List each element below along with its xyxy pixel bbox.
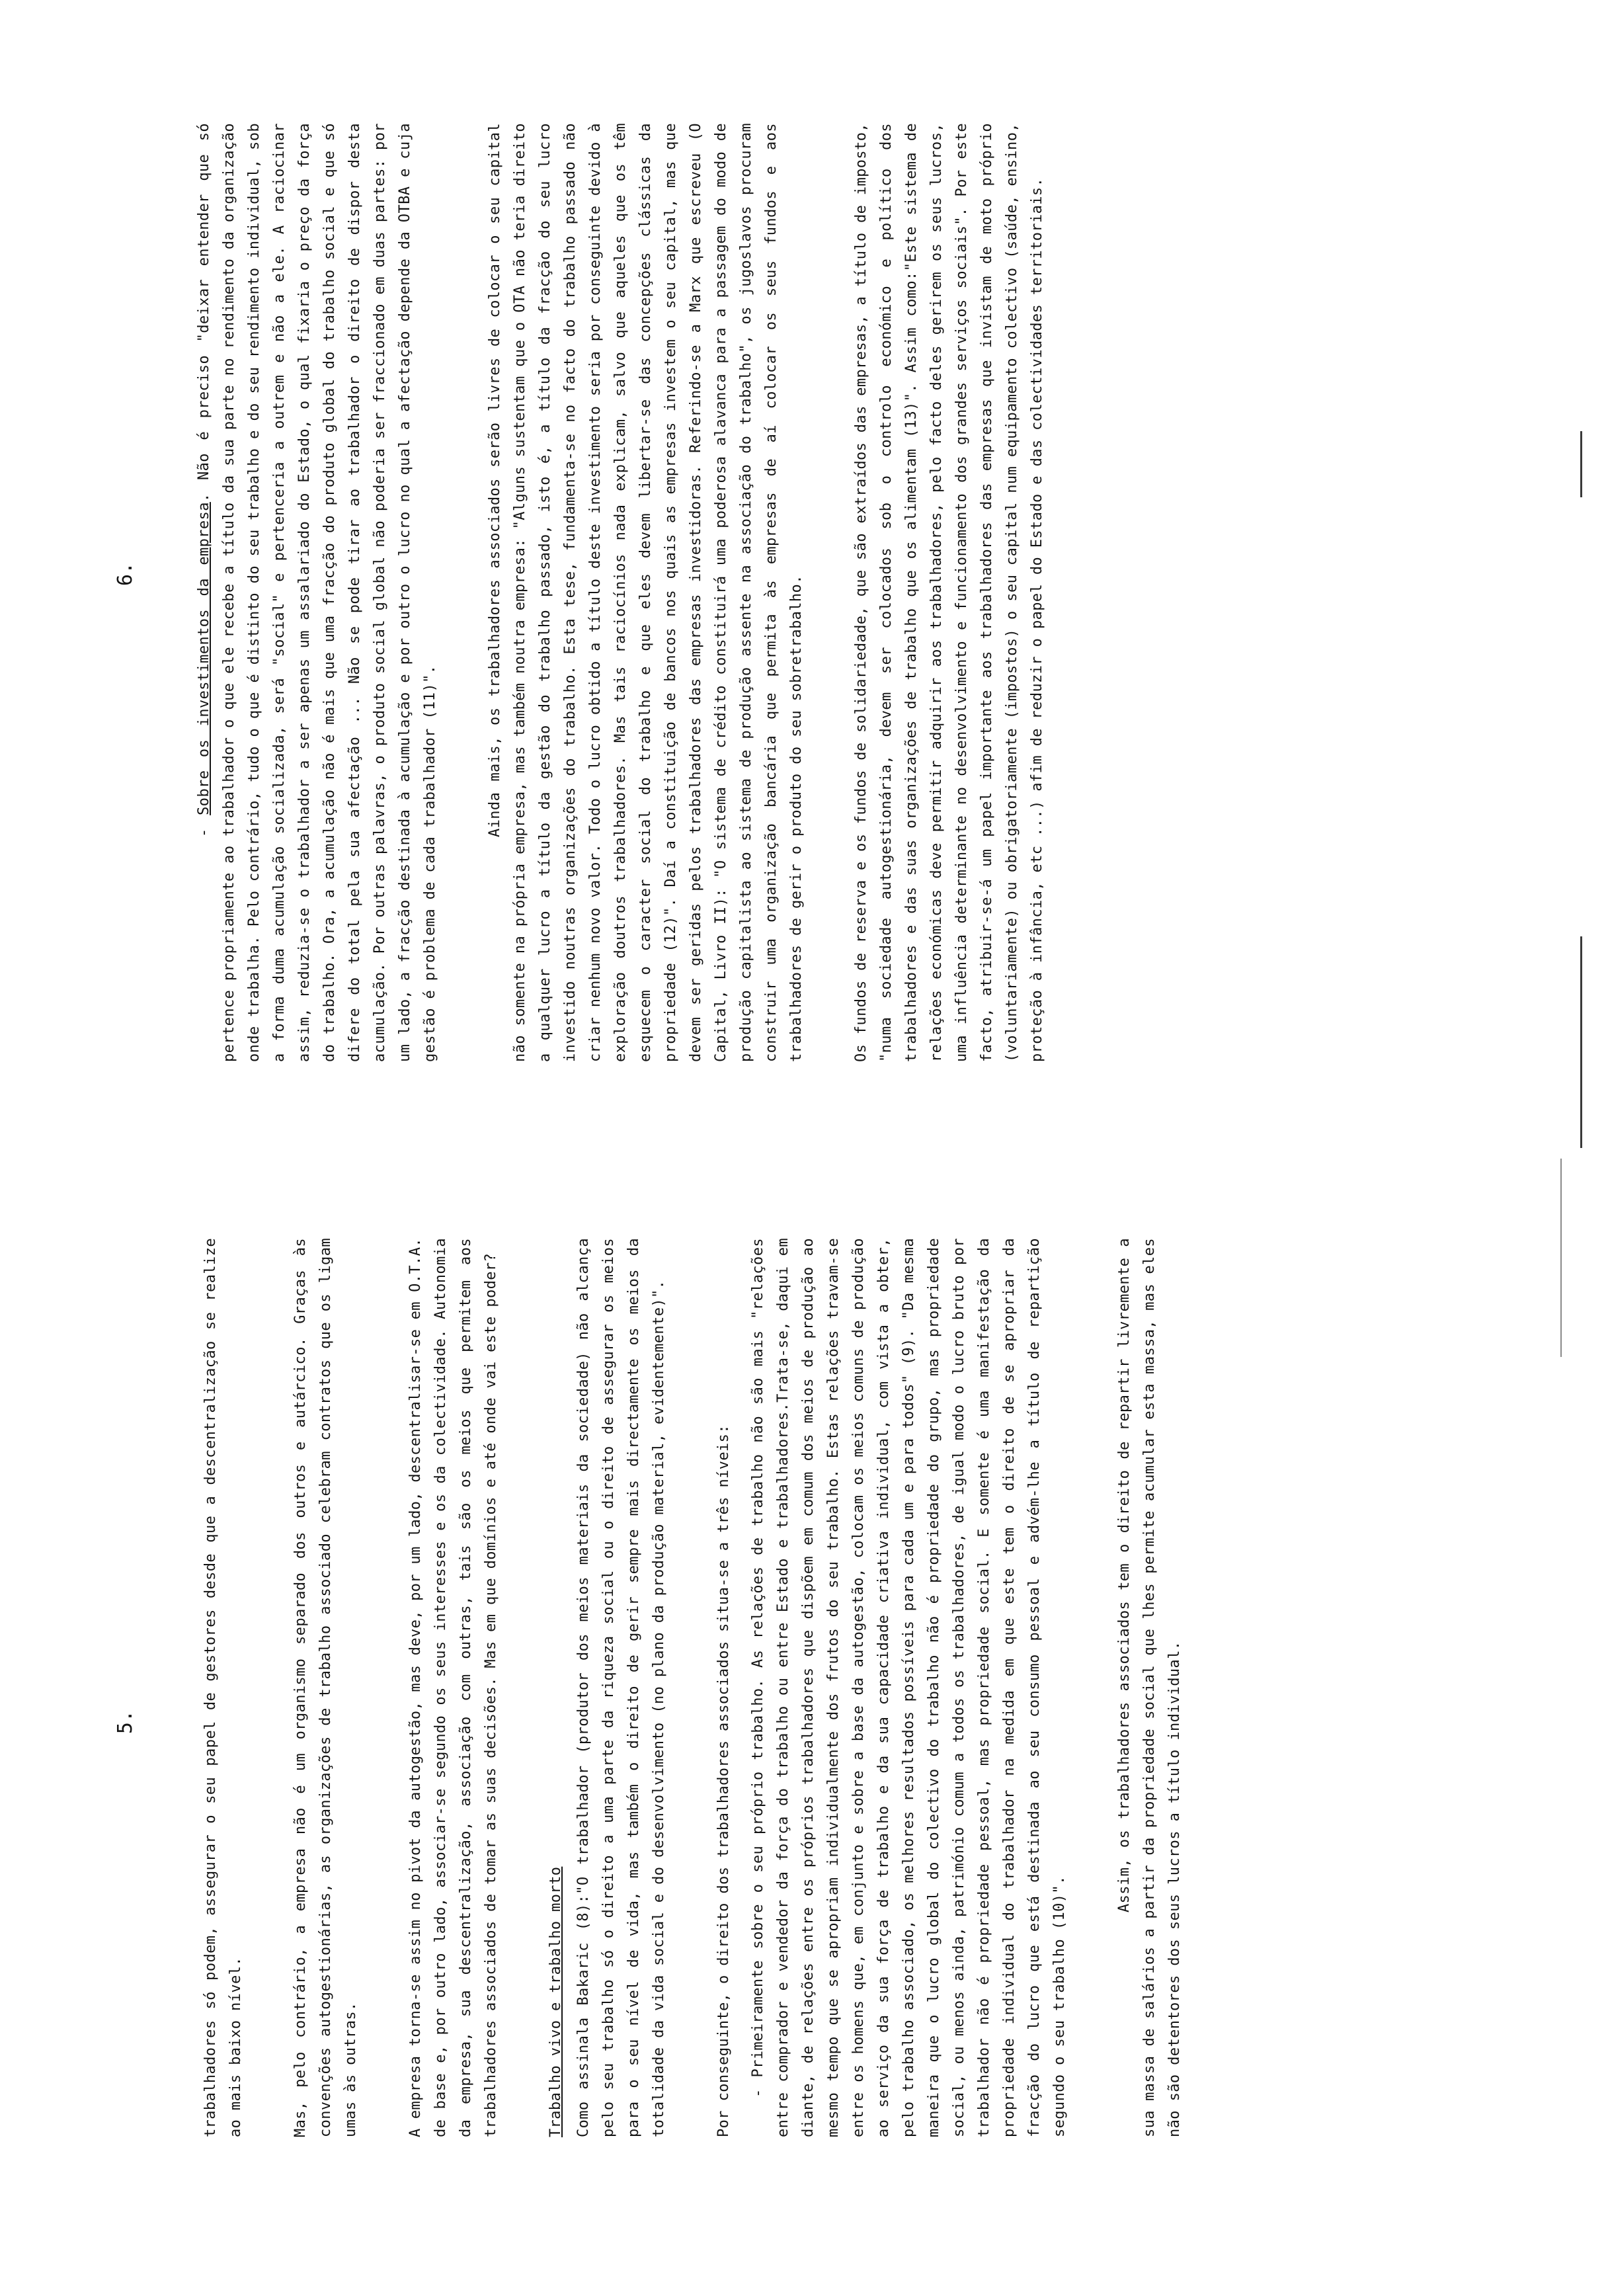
page-number: 5. (114, 1709, 137, 1735)
page-6-text (192, 123, 1090, 1062)
paragraph-capital-placement: Ainda mais, os trabalhadores associados serão livres de colocar o seu capital não somente na própria empresa, mas também noutra empresa: "Alguns sustentam que o OTA não teria direito a qualquer lucro a título da gestão do trabalho passado, isto é, a título da fracção do seu lucro investido noutras organizações do trabalho. Esta tese, fundamenta-se no facto do trabalho passado não criar nenhum novo valor. Todo o lucro obtido a título deste investimento seria por conseguinte devido à exploração doutros trabalhadores. Mas tais raciocínios nada explicam, salvo que aqueles que os têm esquecem o caracter social do trabalho e que eles devem libertar-se das concepções clássicas da propriedade (12)". Daí a constituição de bancos nos quais as empresas investem o seu capital, mas que devem ser geridas pelos trabalhadores das empresas investidoras. Referindo-se a Marx que escreveu (O Capital, Livro II): "O sistema de crédito constituirá uma poderosa alavanca para a passagem do modo de produção capitalista ao sistema de produção assente na associação do trabalho", os jugoslavos procuram construir uma organização bancária que permita às empresas de aí colocar os seus fundos e aos trabalhadores de gerir o produto do seu sobretrabalho. (487, 123, 805, 1062)
page-5 (0, 1148, 1608, 2296)
paragraph-decentralisation: trabalhadores só podem, assegurar o seu papel de gestores desde que a descentralização se realize ao mais baixo nível. (202, 1238, 244, 2137)
investments-body: . Não é preciso "deixar entender que só pertence propriamente ao trabalhador o que ele recebe a título da sua parte no rendimento da organização onde trabalha. Pelo contrário, tudo o que é distinto do seu trabalho e do seu rendimento individual, sob a forma duma acumulação socializada, será "social" e pertenceria a outrem e não a ele. A raciocinar assim, reduzia-se o trabalhador a ser apenas um assalariado do Estado, o qual fixaria o preço da força do trabalho. Ora, a acumulação não é mais que uma fracção do produto global do trabalho social e que só difere do total pela sua afectação ... Não se pode tirar ao trabalhador o direito de dispor desta acumulação. Por outras palavras, o produto social global não poderia ser fraccionado em duas partes: por um lado, a fracção destinada à acumulação e por outro o lucro no qual a afectação depende da OTBA e cuja gestão é problema de cada trabalhador (11)". (196, 123, 438, 1062)
page-5-text (198, 1238, 1227, 2137)
paragraph-reserve-funds: Os fundos de reserva e os fundos de solidariedade, que são extraídos das empresas, a título de imposto, "numa sociedade autogestionária, devem ser colocados sob o controlo económico e político dos trabalhadores e das suas organizações de trabalho que os alimentam (13)". Assim como:"Este sistema de relações económicas deve permitir adquirir aos trabalhadores, pelo facto deles gerirem os seus lucros, uma influência determinante no desenvolvimento e funcionamento dos grandes serviços sociais". Por este facto, atribuir-se-á um papel importante aos trabalhadores das empresas que invistam de moto próprio (voluntariamente) ou obrigatoriamente (impostos) o seu capital num equipamento colectivo (saúde, ensino, proteção à infância, etc ...) afim de reduzir o papel do Estado e das colectividades territoriais. (853, 123, 1045, 1062)
paragraph-bakaric-quote: Como assinala Bakaric (8):"O trabalhador (produtor dos meios materiais da sociedade) não alcança pelo seu trabalho só o direito a uma parte da riqueza social ou o direito de assegurar os meios para o seu nível de vida, mas também o direito de gerir sempre mais directamente os meios da totalidade da vida social e do desenvolvimento (no plano da produção material, evidentemente)". (575, 1238, 667, 2137)
section-heading: Trabalho vivo e trabalho morto (547, 1866, 564, 2137)
page-number: 6. (114, 561, 137, 587)
paragraph-contracts: Mas, pelo contrário, a empresa não é um organismo separado dos outros e autárcico. Graças às convenções autogestionárias, as organizações de trabalho associado celebram contratos que os ligam umas às outras. (292, 1238, 359, 2137)
paragraph-own-work: - Primeiramente sobre o seu próprio trabalho. As relações de trabalho não são mais "relações entre comprador e vendedor da força do trabalho ou entre Estado e trabalhadores.Trata-se, daqui em diante, de relações entre os próprios trabalhadores que dispõem em comum dos meios de produção ao mesmo tempo que se apropriam individualmente dos frutos do seu trabalho. Estas relações travam-se entre os homens que, em conjunto e sobre a base da autogestão, colocam os meios comuns de produção ao serviço da sua força de trabalho e da sua capacidade criativa individual, com vista a obter, pelo trabalho associado, os melhores resultados possíveis para cada um e para todos" (9). "Da mesma maneira que o lucro global do colectivo do trabalho não é propriedade do grupo, mas propriedade social, ou menos ainda, património comum a todos os trabalhadores, de igual modo o lucro bruto por trabalhador não é propriedade pessoal, mas propriedade social. E somente é uma manifestação da propriedade individual do trabalhador na medida em que este tem o direito de se apropriar da fracção do lucro que está destinada ao seu consumo pessoal e advém-lhe a título de repartição segundo o seu trabalho (10)". (750, 1238, 1068, 2137)
paragraph-salaries: Assim, os trabalhadores associados tem o direito de repartir livremente a sua massa de salários a partir da propriedade social que lhes permite acumular esta massa, mas eles não são detentores dos seus lucros a título individual. (1116, 1238, 1183, 2137)
paragraph-pivot: A empresa torna-se assim no pivot da autogestão, mas deve, por um lado, descentralisar-se em O.T.A. de base e, por outro lado, associar-se segundo os seus interesses e os da colectividade. Autonomia da empresa, sua descentralização, associação com outras, tais são os meios que permitem aos trabalhadores associados de tomar as suas decisões. Mas em que domínios e até onde vai este poder? (407, 1238, 499, 2137)
investments-heading: Sobre os investimentos da empresa (196, 502, 212, 815)
paragraph-three-levels: Por conseguinte, o direito dos trabalhadores associados situa-se a três níveis: (715, 1424, 732, 2137)
investments-dash: - (196, 815, 212, 837)
page-divider-left (1560, 1159, 1562, 1357)
paragraph-investments (192, 123, 443, 1062)
